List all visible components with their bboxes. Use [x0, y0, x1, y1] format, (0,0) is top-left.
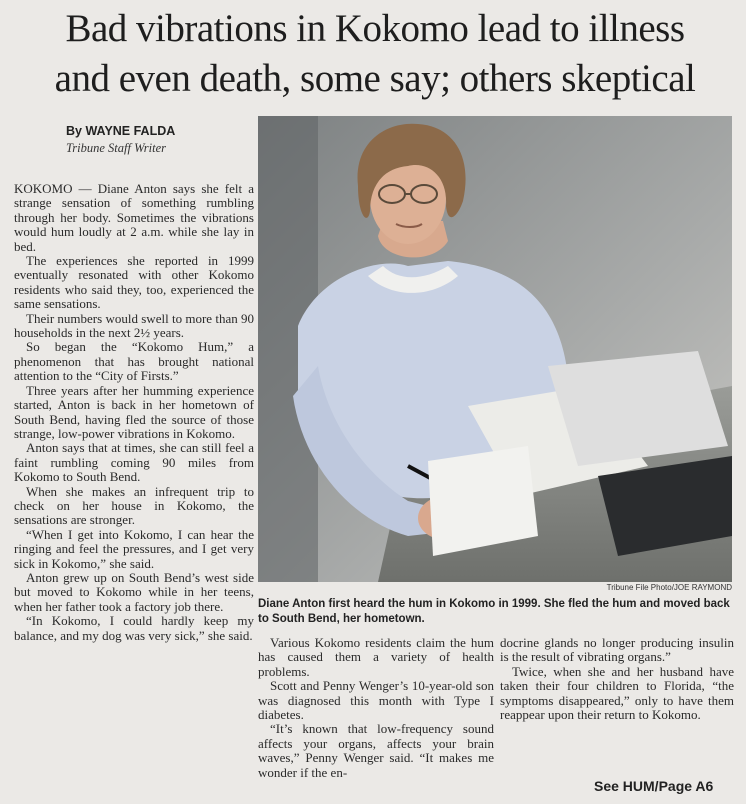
headline — [8, 4, 742, 104]
paragraph: “In Kokomo, I could hardly keep my balance, and my dog was very sick,” she said. — [14, 613, 254, 643]
byline: By WAYNE FALDA — [66, 124, 176, 138]
article-column-2 — [258, 636, 494, 780]
paragraph: The experiences she reported in 1999 eventually resonated with other Kokomo residents who said they, too, experienced the same sensations. — [14, 253, 254, 312]
paragraph: Anton grew up on South Bend’s west side but moved to Kokomo while in her teens, when her father took a factory job there. — [14, 569, 254, 614]
paragraph: KOKOMO — Diane Anton says she felt a strange sensation of something rumbling through her body. Sometimes the vibrations would hum loudly at 2 a.m. while she lay in bed. — [14, 181, 254, 254]
paragraph: When she makes an infrequent trip to check on her house in Kokomo, the sensations are stronger. — [14, 483, 254, 528]
photo-credit: Tribune File Photo/JOE RAYMOND — [606, 583, 732, 592]
paragraph: Scott and Penny Wenger’s 10-year-old son was diagnosed this month with Type I diabetes. — [258, 678, 494, 723]
photo-illustration — [258, 116, 732, 582]
staff-title: Tribune Staff Writer — [66, 141, 167, 155]
paragraph: Various Kokomo residents claim the hum has caused them a variety of health problems. — [258, 635, 494, 679]
article-column-3 — [500, 636, 734, 722]
paragraph: Three years after her humming experience started, Anton is back in her hometown of South Bend, having fled the source of those strange, low-power vibrations in Kokomo. — [14, 382, 254, 441]
paragraph: “When I get into Kokomo, I can hear the ringing and feel the pressures, and I get very sick in Kokomo,” she said. — [14, 526, 254, 571]
paragraph: Anton says that at times, she can still feel a faint rumbling coming 90 miles from Kokomo to South Bend. — [14, 440, 254, 485]
paragraph: Their numbers would swell to more than 90 households in the next 2½ years. — [14, 310, 254, 341]
paragraph: Twice, when she and her husband have taken their four children to Florida, “the symptoms disappeared,” only to have them reappear upon their return to Kokomo. — [500, 663, 734, 723]
photo-caption: Diane Anton first heard the hum in Kokomo in 1999. She fled the hum and moved back to South Bend, her hometown. — [258, 598, 730, 625]
paragraph: docrine glands no longer producing insulin is the result of vibrating organs.” — [500, 635, 734, 665]
paragraph: “It’s known that low-frequency sound affects your organs, affects your brain waves,” Penny Wenger said. “It makes me wonder if the en- — [258, 721, 494, 780]
continued-jump-link[interactable]: See HUM/Page A6 — [594, 778, 714, 794]
article-photo — [258, 116, 732, 582]
paragraph: So began the “Kokomo Hum,” a phenomenon that has brought national attention to the “City of Firsts.” — [14, 339, 254, 384]
article-column-1 — [14, 182, 254, 643]
headline-line-2: and even death, some say; others skeptical — [54, 57, 696, 100]
headline-line-1: Bad vibrations in Kokomo lead to illness — [65, 7, 685, 50]
